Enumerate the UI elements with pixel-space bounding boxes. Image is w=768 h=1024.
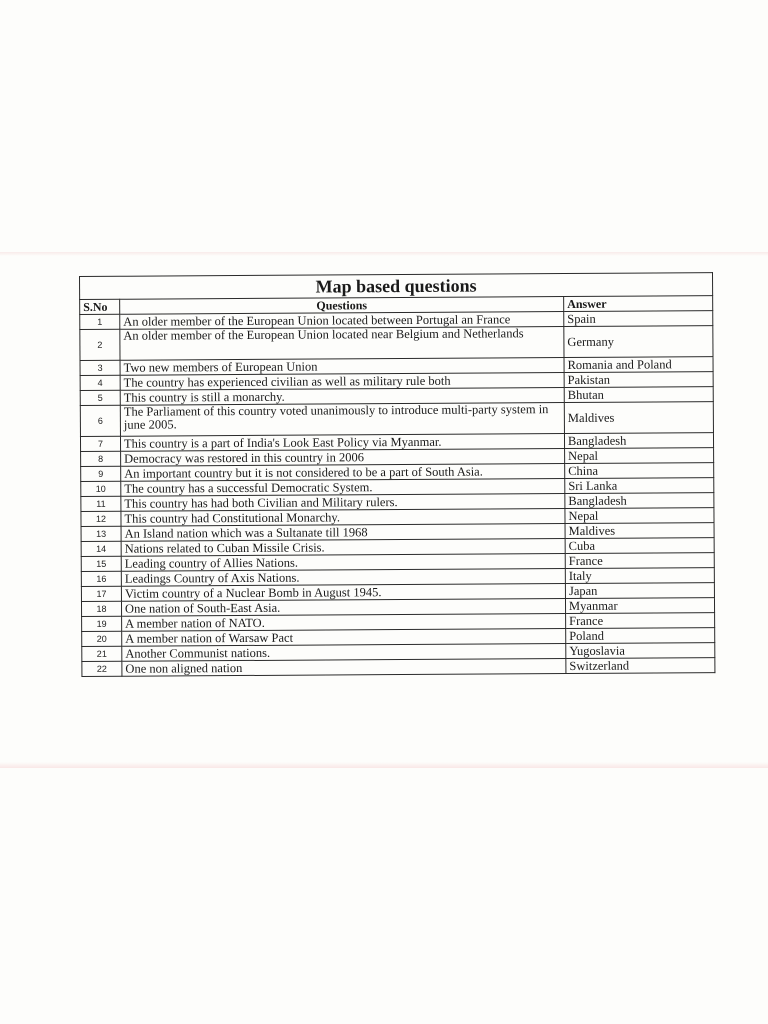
header-answer: Answer <box>564 296 713 312</box>
row-answer: Switzerland <box>566 658 715 674</box>
row-question: Nations related to Cuban Missile Crisis. <box>121 539 565 557</box>
table-row <box>80 402 713 437</box>
row-sno: 10 <box>81 481 121 496</box>
table-row <box>82 658 715 677</box>
row-question: An older member of the European Union located near Belgium and Netherlands <box>120 327 564 361</box>
row-answer: Germany <box>564 326 713 358</box>
row-question: This country has had both Civilian and Military rulers. <box>121 494 565 512</box>
row-sno: 7 <box>80 436 120 451</box>
questions-table <box>79 272 715 677</box>
row-answer: Nepal <box>565 508 714 524</box>
row-question: An Island nation which was a Sultanate till 1968 <box>121 524 565 542</box>
row-answer: France <box>565 553 714 569</box>
row-answer: Maldives <box>564 402 713 434</box>
row-question: This country had Constitutional Monarchy. <box>121 509 565 527</box>
row-sno: 17 <box>81 586 121 601</box>
row-question: Leadings Country of Axis Nations. <box>121 569 565 587</box>
row-sno: 11 <box>81 496 121 511</box>
header-sno: S.No <box>80 299 120 314</box>
row-question: The country has a successful Democratic System. <box>121 479 565 497</box>
row-answer: China <box>565 463 714 479</box>
row-sno: 14 <box>81 541 121 556</box>
row-answer: Poland <box>566 628 715 644</box>
row-sno: 21 <box>82 646 122 661</box>
row-question: Leading country of Allies Nations. <box>121 554 565 572</box>
row-answer: Bangladesh <box>565 493 714 509</box>
row-answer: Yugoslavia <box>566 643 715 659</box>
row-question: An important country but it is not considered to be a part of South Asia. <box>121 464 565 482</box>
row-sno: 16 <box>81 571 121 586</box>
table-row <box>80 326 713 361</box>
row-answer: Romania and Poland <box>564 357 713 373</box>
questions-table-wrapper <box>79 272 714 677</box>
row-answer: Pakistan <box>564 372 713 388</box>
row-sno: 15 <box>81 556 121 571</box>
row-sno: 4 <box>80 375 120 390</box>
row-sno: 19 <box>82 616 122 631</box>
row-question: Democracy was restored in this country in 2006 <box>121 449 565 467</box>
row-question: One non aligned nation <box>122 659 566 677</box>
row-question: The Parliament of this country voted unanimously to introduce multi-party system in june 2005. <box>120 403 564 437</box>
row-answer: France <box>566 613 715 629</box>
row-question: The country has experienced civilian as well as military rule both <box>120 373 564 391</box>
row-sno: 5 <box>80 390 120 405</box>
row-question: Two new members of European Union <box>120 358 564 376</box>
row-sno: 18 <box>81 601 121 616</box>
header-questions: Questions <box>120 297 564 315</box>
row-answer: Maldives <box>565 523 714 539</box>
row-answer: Myanmar <box>565 598 714 614</box>
row-sno: 22 <box>82 661 122 676</box>
row-sno: 3 <box>80 360 120 375</box>
row-sno: 12 <box>81 511 121 526</box>
row-sno: 2 <box>80 329 120 360</box>
table-title: Map based questions <box>80 273 713 300</box>
row-question: One nation of South-East Asia. <box>121 599 565 617</box>
row-question: An older member of the European Union located between Portugal an France <box>120 312 564 330</box>
row-question: A member nation of Warsaw Pact <box>122 629 566 647</box>
row-question: A member nation of NATO. <box>122 614 566 632</box>
row-answer: Bangladesh <box>564 433 713 449</box>
row-sno: 6 <box>80 405 120 436</box>
row-question: This country is still a monarchy. <box>120 388 564 406</box>
row-question: This country is a part of India's Look East Policy via Myanmar. <box>120 434 564 452</box>
scan-edge-bottom <box>0 762 768 768</box>
row-answer: Spain <box>564 311 713 327</box>
row-answer: Bhutan <box>564 387 713 403</box>
row-answer: Japan <box>565 583 714 599</box>
row-answer: Sri Lanka <box>565 478 714 494</box>
row-sno: 8 <box>81 451 121 466</box>
row-answer: Nepal <box>565 448 714 464</box>
row-question: Another Communist nations. <box>122 644 566 662</box>
row-sno: 1 <box>80 314 120 329</box>
scan-edge-top <box>0 252 768 256</box>
row-sno: 13 <box>81 526 121 541</box>
row-question: Victim country of a Nuclear Bomb in August 1945. <box>121 584 565 602</box>
row-answer: Cuba <box>565 538 714 554</box>
row-answer: Italy <box>565 568 714 584</box>
row-sno: 20 <box>82 631 122 646</box>
row-sno: 9 <box>81 466 121 481</box>
